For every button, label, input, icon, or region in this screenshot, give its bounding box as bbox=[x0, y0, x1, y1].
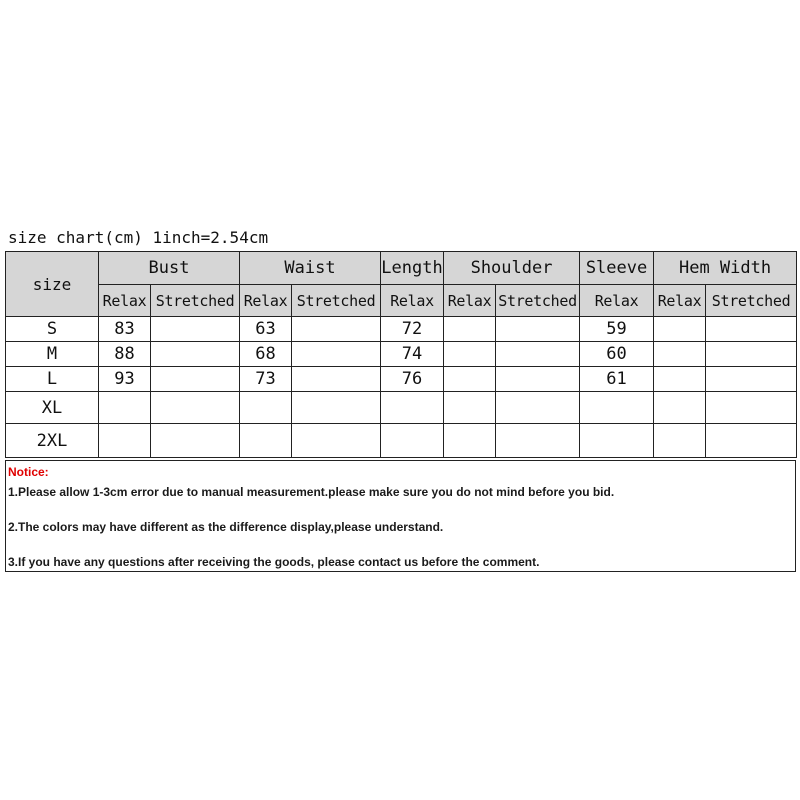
hem-relax-value bbox=[654, 317, 706, 342]
notice-box bbox=[5, 460, 796, 572]
waist-stretched-header: Stretched bbox=[292, 285, 381, 317]
size-chart-caption: size chart(cm) 1inch=2.54cm bbox=[8, 228, 269, 247]
shoulder-stretched-value bbox=[496, 392, 580, 424]
table-row bbox=[6, 342, 797, 367]
bust-header: Bust bbox=[99, 252, 240, 285]
hem-stretched-value bbox=[706, 317, 797, 342]
shoulder-relax-value bbox=[444, 317, 496, 342]
length-relax-value bbox=[381, 424, 444, 458]
shoulder-relax-header: Relax bbox=[444, 285, 496, 317]
sub-header-row bbox=[6, 285, 797, 317]
hem-relax-value bbox=[654, 392, 706, 424]
hem-stretched-value bbox=[706, 367, 797, 392]
shoulder-relax-value bbox=[444, 367, 496, 392]
bust-relax-header: Relax bbox=[99, 285, 151, 317]
waist-header: Waist bbox=[240, 252, 381, 285]
size-label: 2XL bbox=[6, 424, 99, 458]
size-header: size bbox=[6, 252, 99, 317]
sleeve-relax-header: Relax bbox=[580, 285, 654, 317]
bust-stretched-value bbox=[151, 367, 240, 392]
waist-stretched-value bbox=[292, 392, 381, 424]
table-row bbox=[6, 392, 797, 424]
size-label: S bbox=[6, 317, 99, 342]
length-relax-value: 74 bbox=[381, 342, 444, 367]
waist-relax-value bbox=[240, 392, 292, 424]
waist-relax-value: 73 bbox=[240, 367, 292, 392]
sleeve-header: Sleeve bbox=[580, 252, 654, 285]
sleeve-relax-value: 61 bbox=[580, 367, 654, 392]
notice-title: Notice: bbox=[8, 465, 49, 479]
bust-relax-value bbox=[99, 424, 151, 458]
hem-width-header: Hem Width bbox=[654, 252, 797, 285]
length-relax-value: 76 bbox=[381, 367, 444, 392]
bust-relax-value bbox=[99, 392, 151, 424]
waist-relax-value: 63 bbox=[240, 317, 292, 342]
shoulder-stretched-value bbox=[496, 317, 580, 342]
size-label: M bbox=[6, 342, 99, 367]
bust-relax-value: 88 bbox=[99, 342, 151, 367]
bust-stretched-value bbox=[151, 392, 240, 424]
hem-relax-value bbox=[654, 424, 706, 458]
waist-relax-header: Relax bbox=[240, 285, 292, 317]
shoulder-relax-value bbox=[444, 392, 496, 424]
bust-relax-value: 93 bbox=[99, 367, 151, 392]
bust-stretched-value bbox=[151, 424, 240, 458]
size-label: XL bbox=[6, 392, 99, 424]
hem-relax-value bbox=[654, 367, 706, 392]
shoulder-relax-value bbox=[444, 424, 496, 458]
sleeve-relax-value: 59 bbox=[580, 317, 654, 342]
table-row bbox=[6, 317, 797, 342]
bust-stretched-value bbox=[151, 342, 240, 367]
waist-relax-value bbox=[240, 424, 292, 458]
hem-relax-header: Relax bbox=[654, 285, 706, 317]
sleeve-relax-value bbox=[580, 424, 654, 458]
length-relax-header: Relax bbox=[381, 285, 444, 317]
hem-stretched-value bbox=[706, 392, 797, 424]
shoulder-stretched-value bbox=[496, 367, 580, 392]
shoulder-stretched-value bbox=[496, 424, 580, 458]
bust-stretched-header: Stretched bbox=[151, 285, 240, 317]
table-row bbox=[6, 367, 797, 392]
shoulder-relax-value bbox=[444, 342, 496, 367]
sleeve-relax-value: 60 bbox=[580, 342, 654, 367]
size-label: L bbox=[6, 367, 99, 392]
notice-line-3: 3.If you have any questions after receiving the goods, please contact us before the comment. bbox=[8, 555, 540, 569]
shoulder-header: Shoulder bbox=[444, 252, 580, 285]
waist-stretched-value bbox=[292, 424, 381, 458]
length-header: Length bbox=[381, 252, 444, 285]
notice-line-1: 1.Please allow 1-3cm error due to manual measurement.please make sure you do not mind before you bid. bbox=[8, 485, 615, 499]
sleeve-relax-value bbox=[580, 392, 654, 424]
length-relax-value: 72 bbox=[381, 317, 444, 342]
size-chart-table bbox=[5, 251, 797, 458]
hem-relax-value bbox=[654, 342, 706, 367]
shoulder-stretched-value bbox=[496, 342, 580, 367]
hem-stretched-value bbox=[706, 424, 797, 458]
waist-stretched-value bbox=[292, 342, 381, 367]
shoulder-stretched-header: Stretched bbox=[496, 285, 580, 317]
waist-stretched-value bbox=[292, 317, 381, 342]
group-header-row bbox=[6, 252, 797, 285]
hem-stretched-value bbox=[706, 342, 797, 367]
waist-stretched-value bbox=[292, 367, 381, 392]
length-relax-value bbox=[381, 392, 444, 424]
table-row bbox=[6, 424, 797, 458]
hem-stretched-header: Stretched bbox=[706, 285, 797, 317]
bust-stretched-value bbox=[151, 317, 240, 342]
waist-relax-value: 68 bbox=[240, 342, 292, 367]
bust-relax-value: 83 bbox=[99, 317, 151, 342]
notice-line-2: 2.The colors may have different as the difference display,please understand. bbox=[8, 520, 444, 534]
